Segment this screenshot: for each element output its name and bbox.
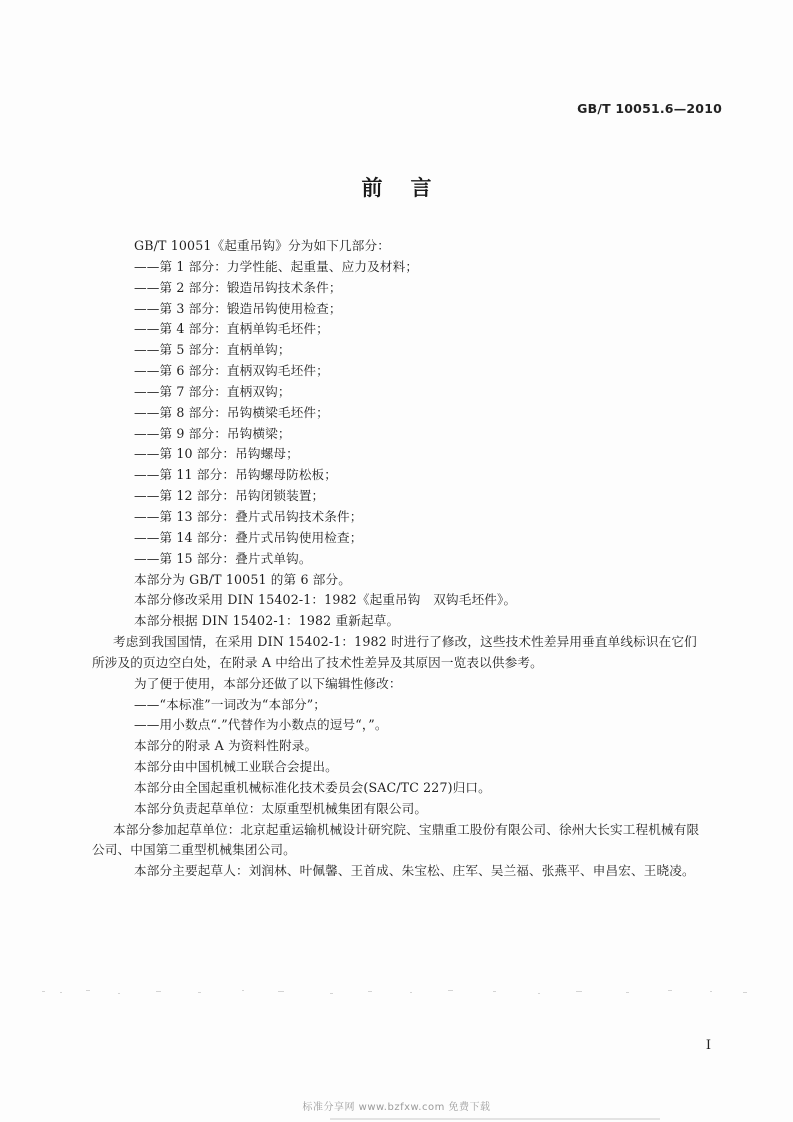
part-list-item: ——第 4 部分：直柄单钩毛坯件； xyxy=(134,321,329,337)
footer-scan-noise xyxy=(330,1117,660,1121)
paragraph: 本部分由全国起重机械标准化技术委员会(SAC/TC 227)归口。 xyxy=(134,779,491,795)
edit-list-item: ——用小数点“.”代替作为小数点的逗号“，”。 xyxy=(134,717,388,733)
part-list-item: ——第 8 部分：吊钩横梁毛坯件； xyxy=(134,404,329,420)
paragraph: 本部分根据 DIN 15402-1：1982 重新起草。 xyxy=(134,613,400,629)
standard-number: GB/T 10051.6—2010 xyxy=(577,101,722,116)
part-list-item: ——第 7 部分：直柄双钩； xyxy=(134,383,291,399)
page-title: 前言 xyxy=(361,176,460,200)
part-list-item: ——第 9 部分：吊钩横梁； xyxy=(134,425,291,441)
part-list-item: ——第 5 部分：直柄单钩； xyxy=(134,342,291,358)
paragraph: 本部分修改采用 DIN 15402-1：1982《起重吊钩 双钩毛坯件》。 xyxy=(134,592,517,608)
paragraph: 为了便于使用，本部分还做了以下编辑性修改： xyxy=(134,675,402,691)
part-list-item: ——第 12 部分：吊钩闭锁装置； xyxy=(134,488,325,504)
paragraph: 本部分由中国机械工业联合会提出。 xyxy=(134,759,338,775)
page-number: I xyxy=(705,1038,711,1053)
paragraph: 本部分参加起草单位：北京起重运输机械设计研究院、宝鼎重工股份有限公司、徐州大长实工程机械有限公司、中国第二重型机械集团公司。 xyxy=(92,821,700,858)
paragraph: 本部分为 GB/T 10051 的第 6 部分。 xyxy=(134,571,351,587)
paragraph: 考虑到我国国情，在采用 DIN 15402-1：1982 时进行了修改，这些技术性差异用垂直单线标识在它们所涉及的页边空白处，在附录 A 中给出了技术性差异及其原因一览表以供参考。 xyxy=(92,634,697,670)
scan-noise-strip xyxy=(38,985,758,999)
part-list-item: ——第 15 部分：叠片式单钩。 xyxy=(134,550,312,566)
paragraph: GB/T 10051《起重吊钩》分为如下几部分： xyxy=(134,238,390,253)
paragraph: 本部分的附录 A 为资料性附录。 xyxy=(134,738,318,754)
paragraph: 本部分负责起草单位：太原重型机械集团有限公司。 xyxy=(134,800,428,816)
part-list-item: ——第 1 部分：力学性能、起重量、应力及材料； xyxy=(134,258,419,274)
watermark-footer: 标准分享网 www.bzfxw.com 免费下载 xyxy=(302,1102,491,1113)
part-list-item: ——第 6 部分：直柄双钩毛坯件； xyxy=(134,363,329,379)
part-list-item: ——第 3 部分：锻造吊钩使用检查； xyxy=(134,300,342,316)
part-list-item: ——第 10 部分：吊钩螺母； xyxy=(134,446,299,462)
edit-list-item: ——“本标准”一词改为“本部分”； xyxy=(134,696,327,712)
part-list-item: ——第 13 部分：叠片式吊钩技术条件； xyxy=(134,508,363,524)
part-list-item: ——第 11 部分：吊钩螺母防松板； xyxy=(134,467,338,483)
part-list-item: ——第 14 部分：叠片式吊钩使用检查； xyxy=(134,529,363,545)
part-list-item: ——第 2 部分：锻造吊钩技术条件； xyxy=(134,279,342,295)
paragraph: 本部分主要起草人：刘润林、叶佩馨、王首成、朱宝松、庄军、吴兰福、张燕平、申昌宏、王晓凌。 xyxy=(134,863,695,879)
foreword-body xyxy=(92,236,723,882)
